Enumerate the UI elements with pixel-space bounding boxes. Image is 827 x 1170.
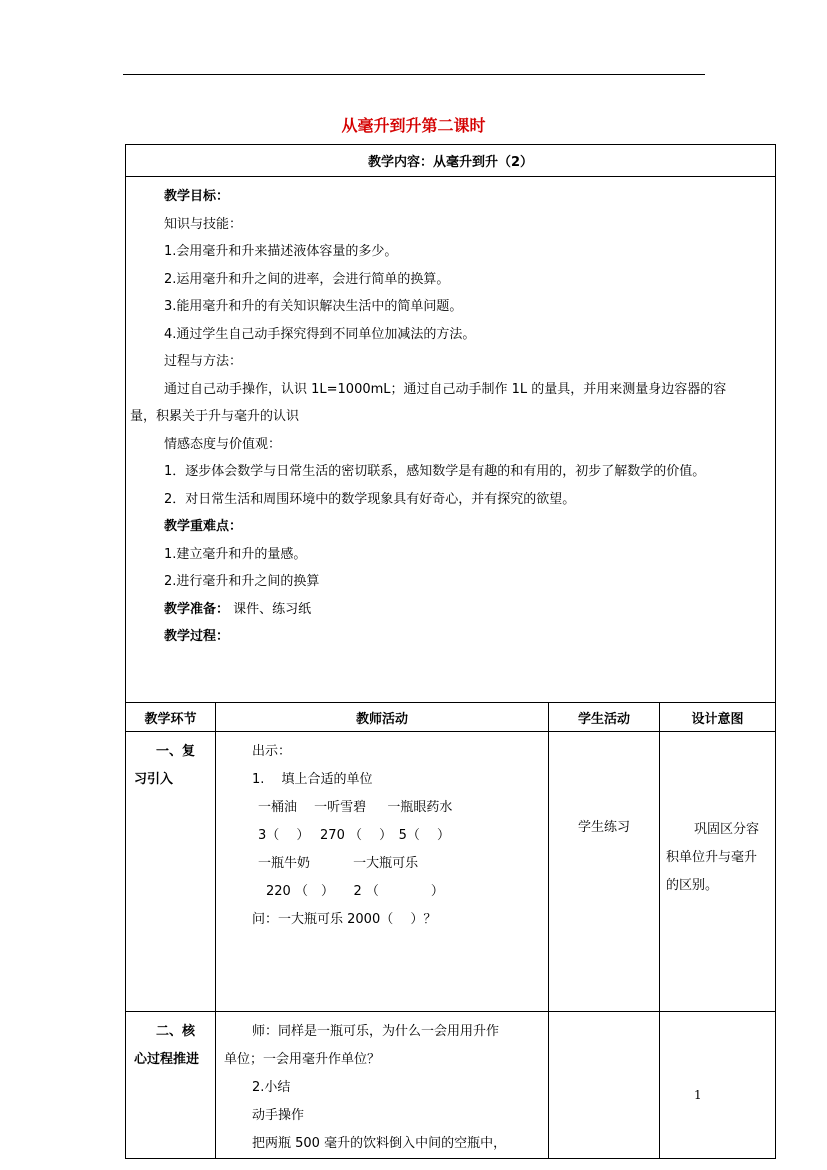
emotion-heading: 情感态度与价值观： — [164, 436, 282, 452]
teacher-line: 3（ ） 270 （ ） 5（ ） — [258, 828, 451, 843]
objectives-section — [126, 177, 776, 703]
header-intent: 设计意图 — [660, 703, 776, 732]
prep-value: 课件、练习纸 — [233, 601, 312, 617]
stage-cell — [126, 1012, 216, 1159]
table-row — [126, 1012, 776, 1159]
knowledge-item: 1.会用毫升和升来描述液体容量的多少。 — [164, 244, 398, 259]
keypoints-heading: 教学重难点： — [164, 519, 243, 534]
intent-line: 积单位升与毫升 — [666, 850, 758, 865]
intent-cell — [660, 732, 776, 1012]
emotion-item: 1．逐步体会数学与日常生活的密切联系，感知数学是有趣的和有用的，初步了解数学的价值。 — [164, 464, 706, 479]
prep-label: 教学准备： — [164, 601, 230, 617]
teacher-line: 一桶油 一听雪碧 一瓶眼药水 — [258, 800, 453, 815]
teacher-line: 动手操作 — [252, 1108, 305, 1123]
teacher-line: 师：同样是一瓶可乐，为什么一会用用升作 — [252, 1024, 500, 1039]
stage-line: 心过程推进 — [134, 1052, 200, 1067]
header-student: 学生活动 — [549, 703, 660, 732]
knowledge-item: 4.通过学生自己动手探究得到不同单位加减法的方法。 — [164, 326, 476, 342]
teacher-cell — [216, 732, 549, 1012]
keypoint-item: 1.建立毫升和升的量感。 — [164, 546, 307, 562]
teacher-line: 把两瓶 500 毫升的饮料倒入中间的空瓶中， — [252, 1136, 507, 1151]
table-row — [126, 732, 776, 1012]
teacher-line: 问：一大瓶可乐 2000（ ）？ — [252, 912, 437, 927]
teacher-line: 2.小结 — [252, 1080, 291, 1095]
stage-line: 习引入 — [134, 772, 174, 787]
teacher-line: 单位；一会用毫升作单位？ — [224, 1052, 381, 1067]
teacher-cell — [216, 1012, 549, 1159]
stage-line: 二、核 — [156, 1024, 196, 1039]
process-text: 通过自己动手操作，认识 1L=1000mL；通过自己动手制作 1L 的量具，并用来测量身边容器的容 — [164, 381, 727, 397]
header-stage: 教学环节 — [126, 703, 216, 732]
process-text-continued: 量，积累关于升与毫升的认识 — [130, 409, 300, 424]
header-rule — [123, 74, 705, 75]
teacher-line: 220 （ ） 2 （ ） — [266, 884, 444, 899]
intent-line: 的区别。 — [666, 878, 719, 893]
student-cell — [549, 1012, 660, 1159]
lesson-table — [125, 144, 776, 1159]
knowledge-item: 3.能用毫升和升的有关知识解决生活中的简单问题。 — [164, 299, 463, 314]
knowledge-item: 2.运用毫升和升之间的进率，会进行简单的换算。 — [164, 271, 450, 287]
intent-cell — [660, 1012, 776, 1159]
prep-line — [130, 596, 771, 624]
column-header-row — [126, 703, 776, 732]
page-number: 1 — [694, 1088, 702, 1102]
intent-line: 巩固区分容 — [694, 822, 760, 837]
content-title: 教学内容：从毫升到升（2） — [126, 145, 776, 177]
teacher-line: 1. 填上合适的单位 — [252, 772, 373, 787]
knowledge-heading: 知识与技能： — [164, 216, 243, 232]
objectives-heading: 教学目标： — [164, 189, 230, 204]
student-cell: 学生练习 — [549, 732, 660, 1012]
document-title: 从毫升到升第二课时 — [341, 116, 486, 135]
process-label: 教学过程： — [164, 629, 230, 644]
process-heading: 过程与方法： — [164, 354, 243, 369]
emotion-item: 2．对日常生活和周围环境中的数学现象具有好奇心，并有探究的欲望。 — [164, 491, 576, 507]
header-teacher: 教师活动 — [216, 703, 549, 732]
teacher-line: 出示： — [252, 744, 292, 759]
stage-cell — [126, 732, 216, 1012]
stage-line: 一、复 — [156, 744, 196, 759]
keypoint-item: 2.进行毫升和升之间的换算 — [164, 574, 320, 589]
teacher-line: 一瓶牛奶 一大瓶可乐 — [258, 856, 419, 871]
